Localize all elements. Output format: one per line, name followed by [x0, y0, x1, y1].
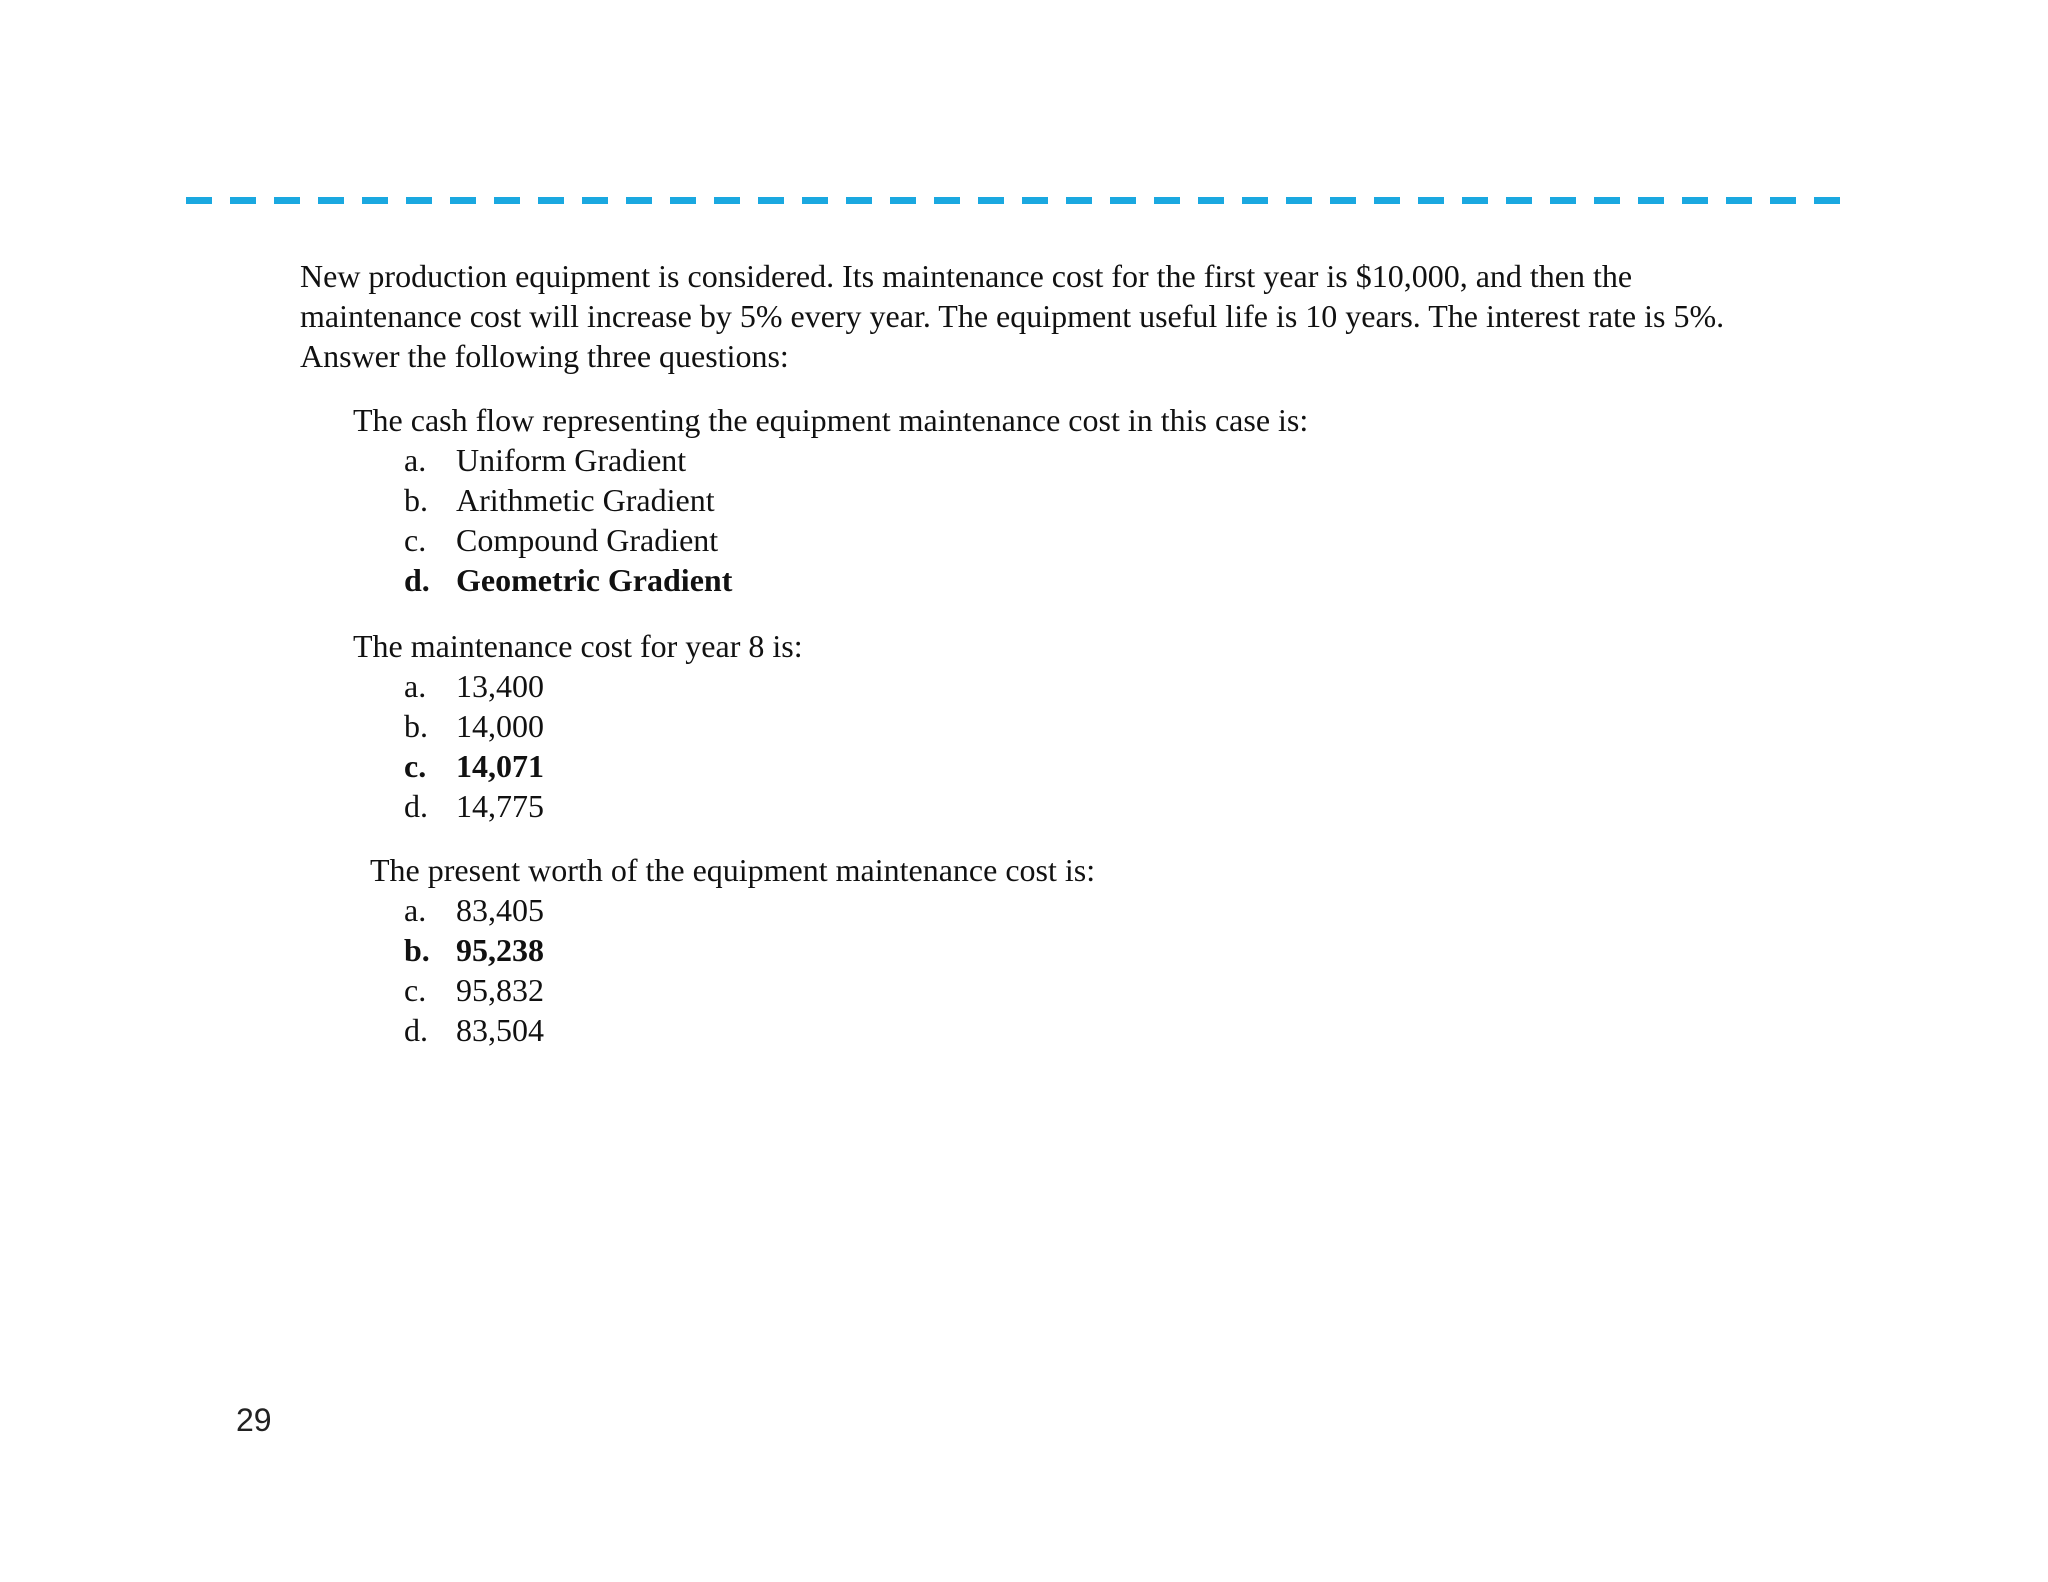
- option-item-correct: [404, 930, 1095, 970]
- option-item-correct: [404, 746, 803, 786]
- question-2: [353, 626, 803, 826]
- option-item: [404, 706, 803, 746]
- option-letter: c.: [404, 972, 427, 1008]
- option-item: [404, 890, 1095, 930]
- option-list: [404, 890, 1095, 1050]
- option-item: [404, 480, 1308, 520]
- option-letter: b.: [404, 708, 428, 744]
- question-stem: The present worth of the equipment maintenance cost is:: [370, 852, 1096, 888]
- option-text: 83,405: [456, 892, 544, 928]
- option-text: Arithmetic Gradient: [456, 482, 715, 518]
- question-stem: The cash flow representing the equipment maintenance cost in this case is:: [353, 402, 1309, 438]
- option-letter: a.: [404, 668, 427, 704]
- option-item: [404, 520, 1308, 560]
- option-item: [404, 440, 1308, 480]
- option-item: [404, 1010, 1095, 1050]
- option-text: 95,238: [456, 932, 544, 968]
- option-letter: c.: [404, 522, 427, 558]
- option-letter: a.: [404, 892, 427, 928]
- option-text: Uniform Gradient: [456, 442, 687, 478]
- option-text: 83,504: [456, 1012, 544, 1048]
- option-item-correct: [404, 560, 1308, 600]
- option-letter: c.: [404, 748, 427, 784]
- option-text: 13,400: [456, 668, 544, 704]
- option-letter: a.: [404, 442, 427, 478]
- page-number: 29: [236, 1402, 272, 1438]
- option-list: [404, 666, 803, 826]
- option-list: [404, 440, 1308, 600]
- option-letter: b.: [404, 932, 430, 968]
- question-stem: The maintenance cost for year 8 is:: [353, 628, 803, 664]
- option-item: [404, 970, 1095, 1010]
- option-item: [404, 666, 803, 706]
- option-text: Geometric Gradient: [456, 562, 733, 598]
- option-text: 14,071: [456, 748, 544, 784]
- option-text: Compound Gradient: [456, 522, 719, 558]
- option-item: [404, 786, 803, 826]
- question-3: [370, 850, 1095, 1050]
- option-letter: d.: [404, 1012, 428, 1048]
- option-text: 14,775: [456, 788, 544, 824]
- dashed-divider: [186, 197, 1842, 204]
- problem-statement: New production equipment is considered. Its maintenance cost for the first year is $10,000, and then the maintenance cost will increase by 5% every year. The equipment useful life is 10 years. The interest rate is 5%. Answer the following three questions:: [300, 258, 1725, 374]
- option-letter: d.: [404, 562, 430, 598]
- option-text: 95,832: [456, 972, 544, 1008]
- option-text: 14,000: [456, 708, 544, 744]
- question-1: [353, 400, 1308, 600]
- option-letter: d.: [404, 788, 428, 824]
- option-letter: b.: [404, 482, 428, 518]
